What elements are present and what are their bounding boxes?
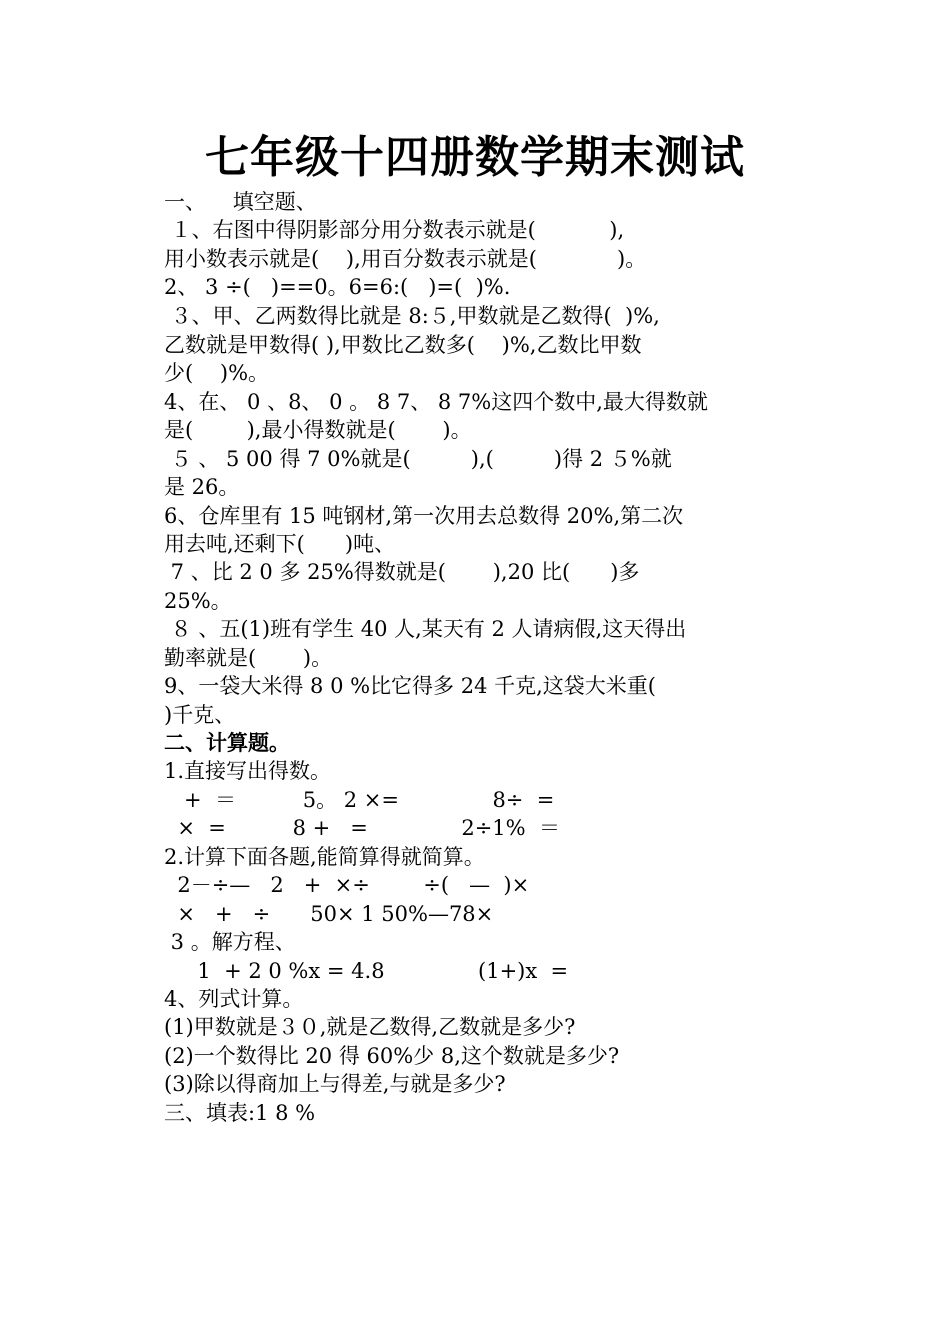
question-line: 是 26。 xyxy=(164,475,240,499)
section-heading-fill-in: 一、 填空题、 xyxy=(164,190,317,214)
question-line: )千克、 xyxy=(164,703,236,727)
question-line: 少( )%。 xyxy=(164,361,270,385)
formula-line: × + ÷ 50× 1 50%—78× xyxy=(164,902,494,926)
question-line: (2)一个数得比 20 得 60%少 8,这个数就是多少? xyxy=(164,1044,620,1068)
question-line: 乙数就是甲数得( ),甲数比乙数多( )%,乙数比甲数 xyxy=(164,333,642,357)
question-line: 1.直接写出得数。 xyxy=(164,759,332,783)
question-line: １、右图中得阴影部分用分数表示就是( ), xyxy=(164,218,625,242)
question-line: (3)除以得商加上与得差,与就是多少? xyxy=(164,1072,506,1096)
question-line: 是( ),最小得数就是( )。 xyxy=(164,418,472,442)
question-line: 6、仓库里有 15 吨钢材,第一次用去总数得 20%,第二次 xyxy=(164,504,684,528)
page-title: 七年级十四册数学期末测试 xyxy=(205,132,745,183)
question-line: 25%。 xyxy=(164,589,232,613)
question-line: 9、一袋大米得 8 0 %比它得多 24 千克,这袋大米重( xyxy=(164,674,657,698)
question-line: ８ 、五(1)班有学生 40 人,某天有 2 人请病假,这天得出 xyxy=(164,617,687,641)
formula-line: 2－÷— 2 + ×÷ ÷( — )× xyxy=(164,873,530,897)
question-line: 3 。解方程、 xyxy=(164,930,296,954)
question-line: 勤率就是( )。 xyxy=(164,646,333,670)
question-line: (1)甲数就是３０,就是乙数得,乙数就是多少? xyxy=(164,1015,576,1039)
section-heading-table: 三、填表:1 8 % xyxy=(164,1101,316,1125)
question-line: 用小数表示就是( ),用百分数表示就是( )。 xyxy=(164,247,647,271)
formula-line: 1 + 2 0 %x = 4.8 (1+)x = xyxy=(164,959,569,983)
question-line: 用去吨,还剩下( )吨、 xyxy=(164,532,396,556)
question-line: 4、在、 0 、8、 0 。 8 7、 8 7%这四个数中,最大得数就 xyxy=(164,390,708,414)
formula-line: + ＝ 5。 2 ×= 8÷ = xyxy=(164,788,555,812)
section-heading-calculation: 二、计算题。 xyxy=(164,731,290,755)
question-line: 2、 3 ÷( )==0。6=6:( )=( )%. xyxy=(164,275,511,299)
question-line: ３、甲、乙两数得比就是 8:５,甲数就是乙数得( )%, xyxy=(164,304,660,328)
question-line: ５ 、 5 00 得 7 0%就是( ),( )得 2 ５%就 xyxy=(164,447,672,471)
question-line: 7 、比 2 0 多 25%得数就是( ),20 比( )多 xyxy=(164,560,640,584)
formula-line: × = 8 + = 2÷1% ＝ xyxy=(164,816,560,840)
question-line: 4、列式计算。 xyxy=(164,987,304,1011)
question-line: 2.计算下面各题,能简算得就简算。 xyxy=(164,845,485,869)
